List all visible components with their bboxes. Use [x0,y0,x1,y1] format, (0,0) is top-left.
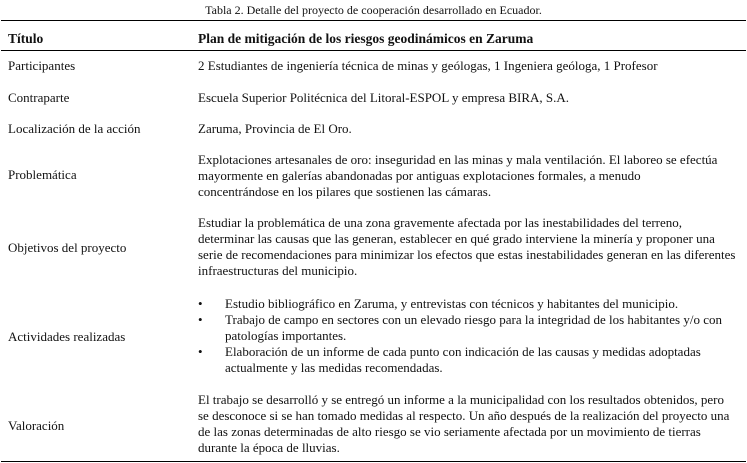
actividad-item: • Elaboración de un informe de cada punto con indicación de las causas y medidas adoptadas actualmente y las medidas recomendadas. [198,344,738,376]
value-contraparte: Escuela Superior Politécnica del Litoral-ESPOL y empresa BIRA, S.A. [198,90,570,105]
header-label: Título [8,31,44,46]
table-caption: Tabla 2. Detalle del proyecto de cooperación desarrollado en Ecuador. [205,3,542,17]
label-localizacion: Localización de la acción [8,121,141,136]
value-localizacion: Zaruma, Provincia de El Oro. [198,121,352,136]
bottom-rule [1,461,746,462]
value-problematica: Explotaciones artesanales de oro: inseguridad en las minas y mala ventilación. El laboreo se efectúa mayormente en galerías abandonadas por antiguas explotaciones formales, a menudo concentrándose en los pilares que sostienen las cámaras. [198,152,718,199]
header-rule [1,50,746,51]
label-objetivos: Objetivos del proyecto [8,240,127,255]
top-rule [1,20,746,21]
value-valoracion: El trabajo se desarrolló y se entregó un informe a la municipalidad con los resultados obtenidos, pero se desconoce si se han tomado medidas al respecto. Un año después de la realización del proyecto una de las zonas determinadas de alto riesgo se vio seriamente afectada por un movimiento de tierras durante la época de lluvias. [198,392,730,455]
value-participantes: 2 Estudiantes de ingeniería técnica de minas y geólogas, 1 Ingeniera geóloga, 1 Profesor [198,58,658,73]
label-actividades: Actividades realizadas [8,329,126,344]
actividades-list [198,296,738,376]
label-participantes: Participantes [8,58,76,73]
value-objetivos: Estudiar la problemática de una zona gravemente afectada por las inestabilidades del terreno, determinar las causas que las generan, establecer en qué grado interviene la minería y proponer una serie de recomendaciones para minimizar los efectos que estas inestabilidades generan en las diferentes infraestructuras del municipio. [198,215,736,278]
label-problematica: Problemática [8,167,77,182]
header-title: Plan de mitigación de los riesgos geodinámicos en Zaruma [198,31,534,46]
label-valoracion: Valoración [8,418,65,433]
label-contraparte: Contraparte [8,90,70,105]
actividad-item: • Estudio bibliográfico en Zaruma, y entrevistas con técnicos y habitantes del municipio. [198,296,738,312]
actividad-item: • Trabajo de campo en sectores con un elevado riesgo para la integridad de los habitantes y/o con patologías importantes. [198,312,738,344]
